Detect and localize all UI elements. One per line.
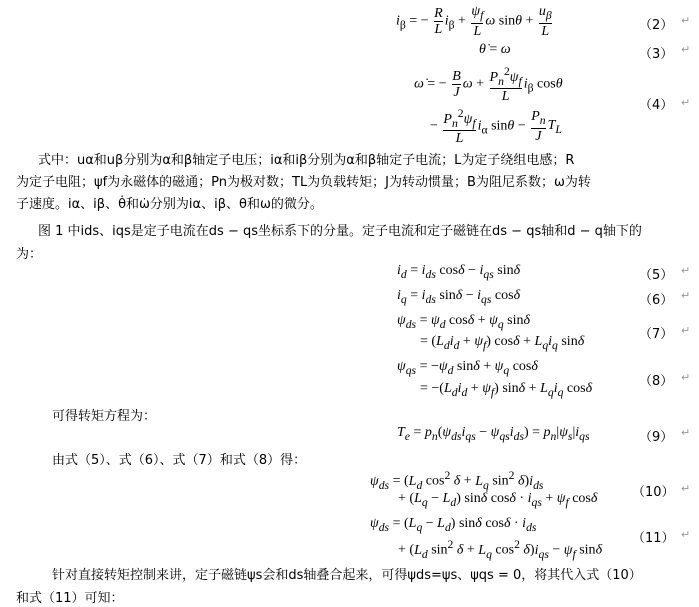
equation-11-line-1: $\psi_{ds} = (L_q - L_d)$ sinδ $\cos\delta \cdot i_{ds}$: [370, 516, 537, 534]
equation-6: $i_q = i_{ds}$ $\sin\delta - i_{qs}$ cosδ: [397, 288, 521, 306]
return-mark: ↵: [681, 14, 691, 27]
paragraph-line: 可得转矩方程为：: [52, 409, 157, 424]
return-mark: ↵: [681, 289, 691, 302]
return-mark: ↵: [681, 96, 691, 109]
return-mark: ↵: [681, 371, 691, 384]
paragraph-line: 子速度。iα、iβ、θ̇和ω̇分别为iα、iβ、θ和ω的微分。: [16, 197, 323, 212]
paragraph-line: 为定子电阻；ψf为永磁体的磁通；Pn为极对数；TL为负载转矩；J为转动惯量；B为阻尼系数；ω为转: [16, 175, 591, 190]
paragraph-line: 由式（5）、式（6）、式（7）和式（8）得：: [52, 453, 307, 468]
equation-number: （8）: [639, 374, 674, 389]
equation-10-line-2: + $(L_q - L_d)$ sinδ $\cos\delta \cdot i_{qs} + \psi_f$ cosδ: [398, 491, 598, 509]
paragraph-line: 图 1 中ids、iqs是定子电流在ds − qs坐标系下的分量。定子电流和定子磁链在ds − qs轴和d − q轴下的: [38, 224, 642, 239]
equation-number: （11）: [632, 531, 675, 546]
return-mark: ↵: [681, 528, 691, 541]
return-mark: ↵: [681, 482, 691, 495]
equation-number: （2）: [639, 18, 674, 33]
return-mark: ↵: [681, 43, 691, 56]
equation-8-line-2: = $-(L_di_d + \psi_f) \sin\delta + L_qi_q$ cosδ: [420, 381, 593, 399]
equation-8-line-1: $\psi_{qs} = -\psi_d$ $\sin\delta + \psi_q$ cosδ: [397, 359, 538, 377]
equation-7-line-2: = $(L_di_d + \psi_f) \cos\delta + L_qi_q$ sinδ: [420, 334, 585, 352]
equation-5: $i_d = i_{ds}$ $\cos\delta - i_{qs}$ sinδ: [397, 263, 521, 281]
equation-9: $T_e = p_n(\psi_{ds}i_{qs} - \psi_{qs}i_{ds}) = p_n|\psi_s|i_{qs}$: [397, 425, 590, 443]
equation-7-line-1: $\psi_{ds} = \psi_d$ $\cos\delta + \psi_q$ sinδ: [397, 313, 530, 331]
equation-number: （10）: [632, 485, 675, 500]
equation-number: （6）: [639, 293, 674, 308]
paragraph-line: 为：: [16, 247, 43, 262]
paragraph-line: 和式（11）可知：: [16, 591, 124, 606]
equation-number: （4）: [639, 98, 674, 113]
return-mark: ↵: [681, 264, 691, 277]
equation-11-line-2: + ($L_d$ $\sin^2 \delta + L_q$ $\cos^2 \delta)i_{qs} - \psi_f$ sinδ: [398, 538, 603, 561]
equation-3: θ̇ = ω: [479, 42, 511, 57]
paragraph-line: 式中：uα和uβ分别为α和β轴定子电压；iα和iβ分别为α和β轴定子电流；L为定子绕组电感；R: [38, 153, 575, 168]
equation-number: （5）: [639, 268, 674, 283]
return-mark: ↵: [681, 426, 691, 439]
equation-number: （7）: [639, 327, 674, 342]
equation-2: $i_\beta$ = − $\frac{R}{L}$ $i_\beta$ + $\frac{\psi_f}{L}$ ω sinθ + $\frac{u_\beta}{L}$: [396, 4, 552, 39]
equation-10-line-1: $\psi_{ds} = (L_d$ $\cos^2 \delta + L_q$ $\sin^2 \delta)i_{ds}$: [370, 469, 544, 492]
return-mark: ↵: [681, 324, 691, 337]
equation-4-line-2: − $\frac{P_n^2\psi_f}{L}$ $i_\alpha$ sinθ − $\frac{P_n}{J}$ $T_L$: [430, 107, 562, 147]
equation-4-line-1: ω̇ = − $\frac{B}{J}$ ω + $\frac{P_n^2\psi_f}{L}$ $i_\beta$ cosθ: [414, 65, 563, 105]
paragraph-line: 针对直接转矩控制来讲，定子磁链ψs会和ds轴叠合起来，可得ψds=ψs、ψqs = 0，将其代入式（10）: [52, 568, 642, 583]
equation-number: （9）: [639, 430, 674, 445]
equation-number: （3）: [639, 47, 674, 62]
